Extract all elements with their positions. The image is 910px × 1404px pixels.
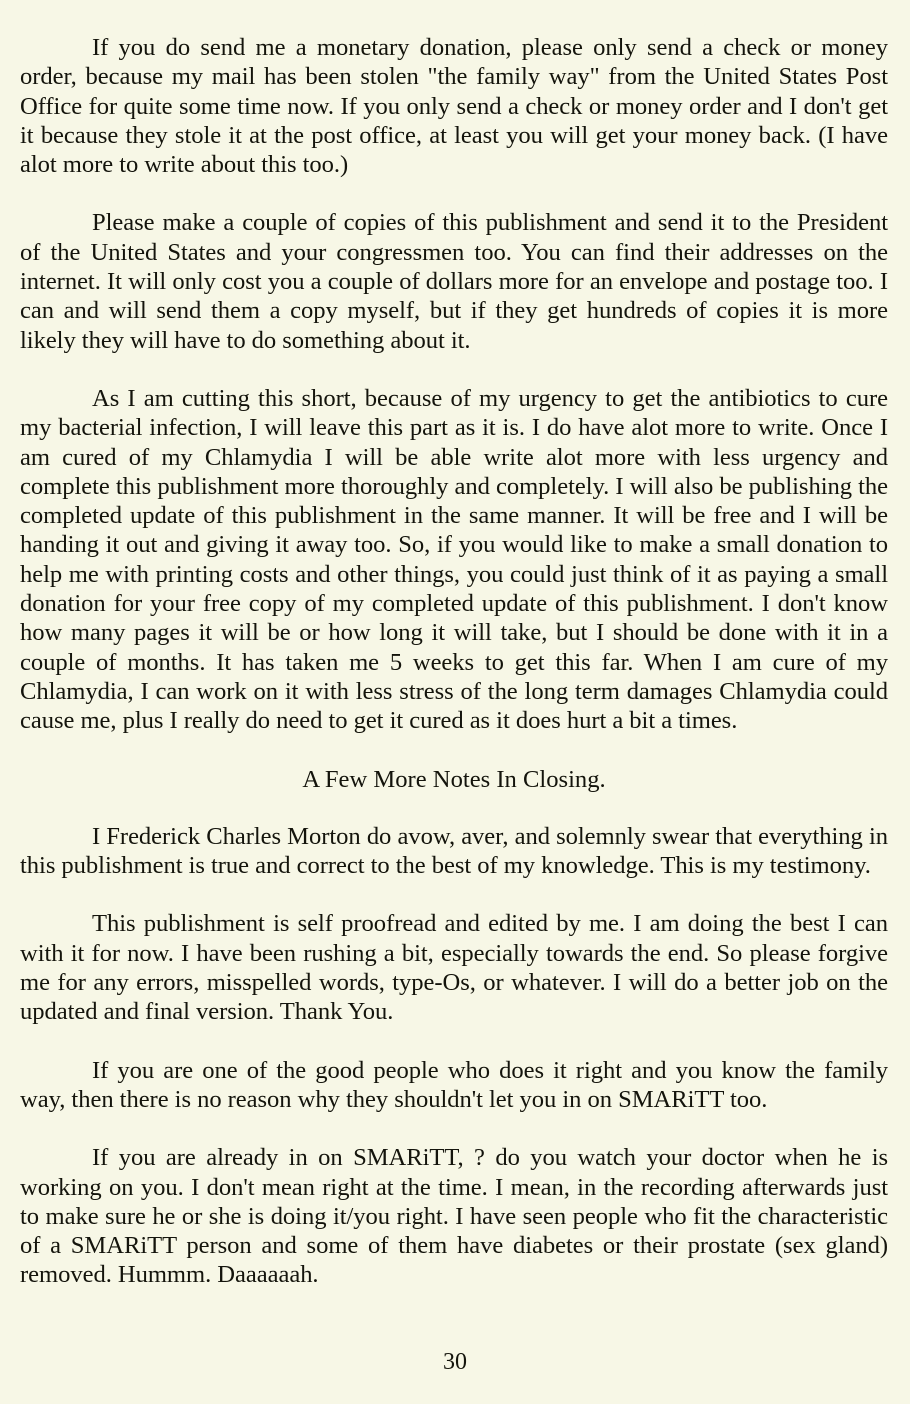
paragraph-good-people: If you are one of the good people who does it right and you know the family way, then there is no reason why they shouldn't let you in on SMARiTT too. [20, 1056, 888, 1113]
page-number: 30 [443, 1349, 467, 1375]
paragraph-make-copies: Please make a couple of copies of this publishment and send it to the President of the United States and your congressmen too. You can find their addresses on the internet. It will only cost you a couple of dollars more for an envelope and postage too. I can and will send them a copy myself, but if they get hundreds of copies it is more likely they will have to do something about it. [20, 209, 888, 354]
paragraph-spacer [20, 880, 888, 909]
paragraph-spacer [20, 1114, 888, 1143]
paragraph-testimony: I Frederick Charles Morton do avow, aver, and solemnly swear that everything in this publishment is true and correct to the best of my knowledge. This is my testimony. [20, 822, 888, 880]
paragraph-spacer [20, 1027, 888, 1056]
heading-a-few-more-notes-in-closing: A Few More Notes In Closing. [302, 765, 606, 793]
paragraph-self-proofread: This publishment is self proofread and edited by me. I am doing the best I can with it for now. I have been rushing a bit, especially towards the end. So please forgive me for any errors, misspelled words, type-Os, or whatever. I will do a better job on the updated and final version. Thank You. [20, 910, 888, 1026]
paragraph-spacer [20, 179, 888, 208]
paragraph-cutting-this-short: As I am cutting this short, because of my urgency to get the antibiotics to cure my bacterial infection, I will leave this part as it is. I do have alot more to write. Once I am cured of my Chlamydia I will be able write alot more with less urgency and complete this publishment more thoroughly and completely. I will also be publishing the completed update of this publishment in the same manner. It will be free and I will be handing it out and giving it away too. So, if you would like to make a small donation to help me with printing costs and other things, you could just think of it as paying a small donation for your free copy of my completed update of this publishment. I don't know how many pages it will be or how long it will take, but I should be done with it in a couple of months. It has taken me 5 weeks to get this far. When I am cure of my Chlamydia, I can work on it with less stress of the long term damages Chlamydia could cause me, plus I really do need to get it cured as it does hurt a bit a times. [20, 384, 888, 735]
paragraph-monetary-donation: If you do send me a monetary donation, please only send a check or money order, because my mail has been stolen "the family way" from the United States Post Office for quite some time now. If you only send a check or money order and I don't get it because they stole it at the post office, at least you will get your money back. (I have alot more to write about this too.) [20, 34, 888, 179]
paragraph-spacer [20, 736, 888, 765]
paragraph-spacer [20, 355, 888, 384]
paragraph-already-in-on-smaritt: If you are already in on SMARiTT, ? do you watch your doctor when he is working on you. I don't mean right at the time. I mean, in the recording afterwards just to make sure he or she is doing it/you right. I have seen people who fit the characteristic of a SMARiTT person and some of them have diabetes or their prostate (sex gland) removed. Hummm. Daaaaaah. [20, 1144, 888, 1289]
document-body [20, 33, 888, 1290]
heading-spacer [20, 794, 888, 822]
